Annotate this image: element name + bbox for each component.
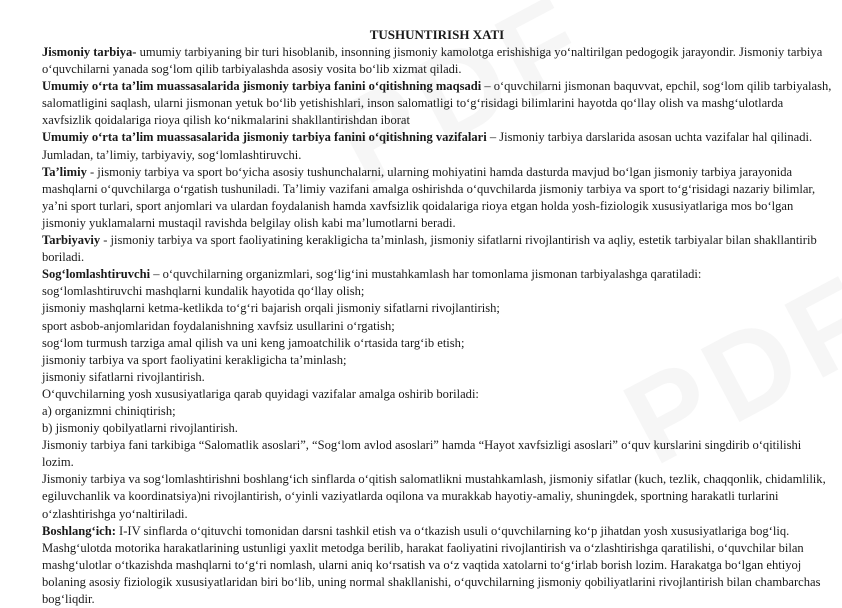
term-label: Jismoniy tarbiya- bbox=[42, 45, 137, 59]
list-item: b) jismoniy qobilyatlarni rivojlantirish. bbox=[42, 421, 238, 436]
paragraph-upbringing bbox=[42, 232, 832, 266]
paragraph-qualities: Jismoniy tarbiya va sog‘lomlashtirishni boshlang‘ich sinflarda o‘qitish salomatlikni mustahkamlash, jismoniy sifatlar (kuch, tezlik, chaqqonlik, chidamlilik, egiluvchanlik va koordinatsiya)ni rivojlantirish, o‘yinli vaziyatlarda oqilona va murakkab hayotiy-amaliy, shuningdek, sportning harakatli turlarini o‘zlashtirishga yo‘naltiriladi. bbox=[42, 472, 826, 521]
term-label: Sog‘lomlashtiruvchi bbox=[42, 267, 151, 282]
document-title: TUSHUNTIRISH XATI bbox=[369, 27, 505, 42]
list-item: jismoniy sifatlarni rivojlantirish. bbox=[42, 369, 205, 384]
list-item: sog‘lomlashtiruvchi mashqlarni kundalik hayotida qo‘llay olish; bbox=[42, 284, 365, 299]
paragraph-tasks bbox=[42, 129, 832, 163]
term-label: Tarbiyaviy bbox=[42, 233, 101, 248]
paragraph-health bbox=[42, 266, 832, 283]
paragraph-age-tasks: O‘quvchilarning yosh xususiyatlariga qarab quyidagi vazifalar amalga oshirib boriladi: bbox=[42, 386, 479, 401]
paragraph-text: - jismoniy tarbiya va sport faoliyatining kerakligicha ta’minlash, jismoniy sifatlarni rivojlantirish va aqliy, estetik tarbiyalar bilan shakllantirib boriladi. bbox=[42, 233, 817, 265]
paragraph-courses: Jismoniy tarbiya fani tarkibiga “Salomatlik asoslari”, “Sog‘lom avlod asoslari” hamda “Hayot xavfsizligi asoslari” o‘quv kurslarini singdirib o‘qitilishi lozim. bbox=[42, 438, 802, 470]
term-label: Umumiy o‘rta ta’lim muassasalarida jismoniy tarbiya fanini o‘qitishning maqsadi bbox=[42, 79, 482, 94]
list-item: jismoniy tarbiya va sport faoliyatini kerakligicha ta’minlash; bbox=[42, 352, 347, 367]
paragraph-text: I-IV sinflarda o‘qituvchi tomonidan darsni tashkil etish va o‘tkazish usuli o‘quvchilarning ko‘p jihatdan yosh xususiyatlariga bog‘liq. Mashg‘ulotda motorika harakatlarining ustunligi yaxlit metodga berilib, harakat faoliyatini rivojlantirish va o‘zlashtirishga qaratilishi, o‘quvchilar bilan mashg‘ulotlar o‘tkazishda mashqlarni to‘g‘ri nomlash, ularni aniq ko‘rsatish va o‘z vaqtida xatolarni to‘g‘irlab borish lozim. Harakatga bo‘lgan ehtiyoj bolaning asosiy fiziologik xususiyatlaridan biri bo‘lib, uning normal shakllanishi, o‘quvchilarning jismoniy qobiliyatlarini rivojlantirish bilan chambarchas bog‘liqdir. bbox=[42, 523, 821, 606]
paragraph-text: umumiy tarbiyaning bir turi hisoblanib, insonning jismoniy kamolotga erishishiga yo‘naltirilgan pedogogik jarayondir. Jismoniy tarbiya o‘quvchilarni yanada sog‘lom qilib tarbiyalashda asosiy vosita bo‘lib xizmat qiladi. bbox=[42, 45, 823, 77]
paragraph-goal bbox=[42, 78, 832, 129]
paragraph-text: – o‘quvchilarni jismonan baquvvat, epchil, sog‘lom qilib tarbiyalash, salomatligini saqlash, ularni jismonan yetuk bo‘lib yetishishlari, inson salomatligi to‘g‘risidagi bilimlarini hayotda qo‘llay olish va mashg‘ulotlarda xavfsizlik qoidalariga rioya qilish ko‘nikmalarini shakllantirishdan iborat bbox=[42, 79, 832, 128]
term-label: Umumiy o‘rta ta’lim muassasalarida jismoniy tarbiya fanini o‘qitishning vazifalari bbox=[42, 130, 487, 145]
document-body bbox=[42, 26, 832, 608]
paragraph-primary bbox=[42, 523, 832, 608]
paragraph-educational bbox=[42, 164, 832, 232]
list-item: sport asbob-anjomlaridan foydalanishning xavfsiz usullarini o‘rgatish; bbox=[42, 318, 395, 333]
paragraph-text: – o‘quvchilarning organizmlari, sog‘lig‘ini mustahkamlash har tomonlama jismonan tarbiyalashga qaratiladi: bbox=[150, 267, 702, 282]
paragraph-text: – Jismoniy tarbiya darslarida asosan uchta vazifalar hal qilinadi. Jumladan, ta’limiy, tarbiyaviy, sog‘lomlashtiruvchi. bbox=[42, 130, 813, 162]
paragraph-definition bbox=[42, 44, 832, 78]
paragraph-text: - jismoniy tarbiya va sport bo‘yicha asosiy tushunchalarni, ularning mohiyatini hamda dasturda mavjud bo‘lgan jismoniy tarbiya jarayonida mashqlarni o‘quvchilarga o‘rgatish tushuniladi. Ta’limiy vazifani amalga oshirishda o‘quvchilarda jismoniy tarbiya va sport to‘g‘risidagi nazariy bilimlar, ya’ni sport turlari, sport anjomlari va ulardan foydalanish hamda xavfsizlik qoidalariga rioya etgan holda yosh-fiziologik xususiyatlariga mos bo‘lgan jismoniy yuklamalarni mustaqil ravishda belgilay olish kabi ma’lumotlarni beradi. bbox=[42, 164, 816, 230]
list-item: sog‘lom turmush tarziga amal qilish va uni keng jamoatchilik o‘rtasida targ‘ib etish; bbox=[42, 335, 465, 350]
list-item: a) organizmni chiniqtirish; bbox=[42, 403, 176, 418]
term-label: Boshlang‘ich: bbox=[42, 523, 116, 538]
term-label: Ta’limiy bbox=[42, 164, 87, 179]
list-item: jismoniy mashqlarni ketma-ketlikda to‘g‘ri bajarish orqali jismoniy sifatlarni rivojlantirish; bbox=[42, 301, 500, 316]
